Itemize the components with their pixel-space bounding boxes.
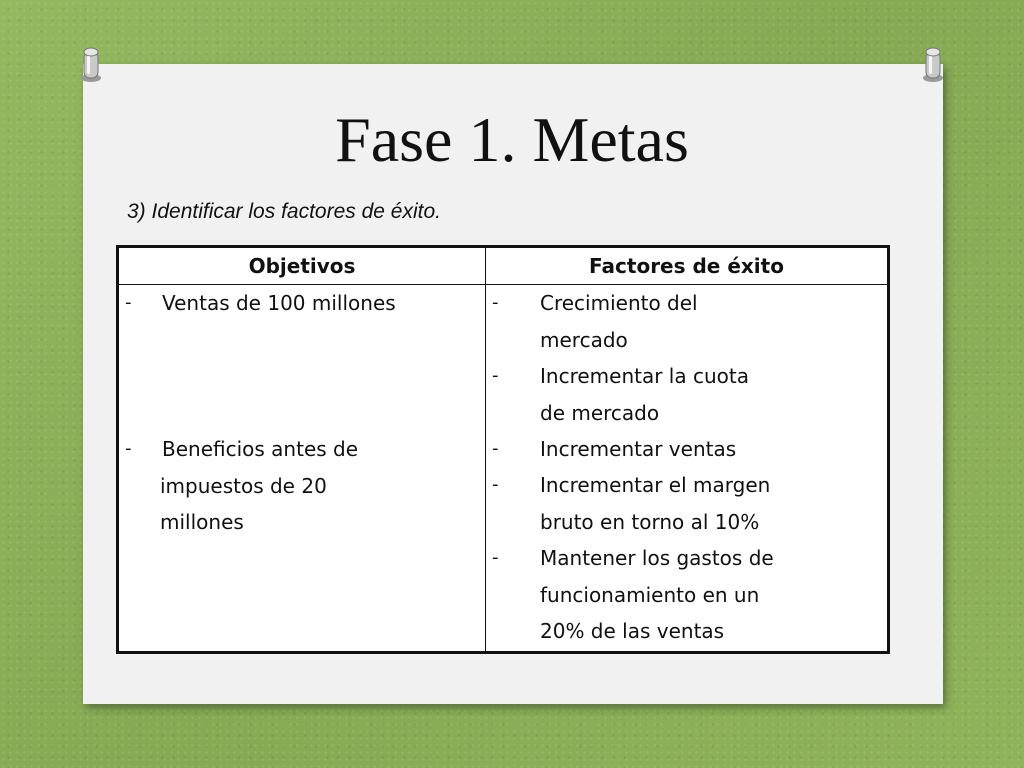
bullet-dash: - bbox=[492, 365, 499, 386]
factor-line: Mantener los gastos de bbox=[540, 546, 774, 570]
slide-subtitle: 3) Identificar los factores de éxito. bbox=[127, 200, 441, 223]
pushpin-right-icon bbox=[918, 44, 948, 84]
objective-item bbox=[119, 285, 485, 322]
factor-line: Crecimiento del bbox=[540, 291, 698, 315]
objective-line: millones bbox=[160, 510, 244, 534]
factor-line: Incrementar el margen bbox=[540, 473, 771, 497]
objective-line: impuestos de 20 bbox=[160, 473, 327, 498]
objectives-cell bbox=[118, 285, 486, 653]
header-success-factors: Factores de éxito bbox=[486, 247, 889, 285]
factor-item bbox=[486, 358, 887, 431]
bullet-dash: - bbox=[492, 547, 499, 568]
factor-line: de mercado bbox=[540, 400, 660, 425]
table-row bbox=[118, 285, 889, 653]
bullet-dash: - bbox=[492, 292, 499, 313]
objective-item bbox=[119, 431, 485, 541]
factor-item bbox=[486, 540, 887, 650]
bullet-dash: - bbox=[125, 438, 132, 459]
objective-line: Ventas de 100 millones bbox=[162, 291, 396, 315]
factor-line: 20% de las ventas bbox=[540, 619, 725, 643]
factor-line: bruto en torno al 10% bbox=[540, 509, 760, 534]
factor-item bbox=[486, 285, 887, 358]
header-objectives: Objetivos bbox=[118, 247, 486, 285]
factors-cell bbox=[486, 285, 889, 653]
bullet-dash: - bbox=[125, 292, 132, 313]
factor-line: Incrementar ventas bbox=[540, 437, 737, 461]
factor-line: mercado bbox=[540, 327, 628, 352]
bullet-dash: - bbox=[492, 438, 499, 459]
objective-line: Beneficios antes de bbox=[162, 437, 359, 461]
factor-line: Incrementar la cuota bbox=[540, 364, 749, 388]
factor-item bbox=[486, 467, 887, 540]
factor-item bbox=[486, 431, 887, 468]
table-header-row bbox=[118, 247, 889, 285]
pushpin-left-icon bbox=[76, 44, 106, 84]
goals-table bbox=[116, 245, 890, 654]
slide-title: Fase 1. Metas bbox=[335, 104, 689, 175]
factor-line: funcionamiento en un bbox=[540, 582, 760, 607]
bullet-dash: - bbox=[492, 474, 499, 495]
